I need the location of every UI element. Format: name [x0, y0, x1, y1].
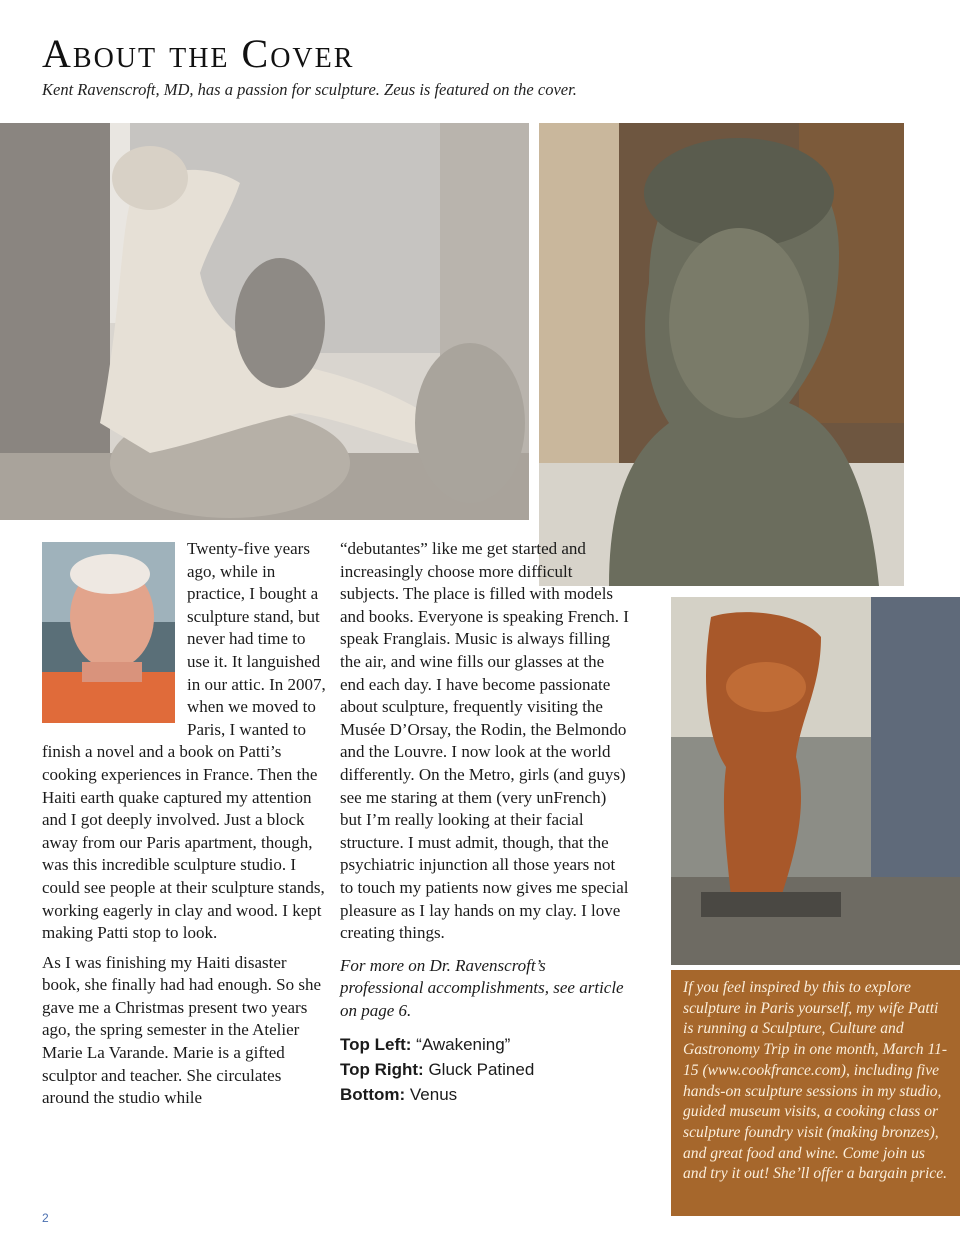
page-number: 2	[42, 1211, 49, 1225]
article-column-1	[42, 538, 327, 1117]
credit-top-right: Top Right: Gluck Patined	[340, 1060, 535, 1080]
article-paragraph: As I was finishing my Haiti disaster book, she finally had had enough. So she gave me a Christmas present two years ago, the spring semester in the Atelier Marie La Varande. Marie is a gifted sculptor and teacher. She circulates around the studio while	[42, 952, 322, 1108]
author-portrait-photo	[42, 542, 175, 723]
article-paragraph: “debutantes” like me get started and increasingly choose more difficult subjects. The place is filled with models and books. Everyone is speaking French. I speak Franglais. Music is always filling the air, and wine fills our glasses at the end each day. I have become passionate about sculpture, frequently visiting the Musée D’Orsay, the Rodin, the Belmondo and the Louvre. I now look at the world differently. On the Metro, girls (and guys) see me staring at them (very unFrench) but I’m really looking at their facial structure. I must admit, though, that the psychiatric injunction all those years not to touch my patients now gives me special pleasure as I lay hands on my clay. I love creating things.	[340, 539, 629, 943]
page-title: About the Cover	[42, 31, 355, 76]
gluck-bust-photo	[539, 123, 904, 586]
credit-top-left: Top Left: “Awakening”	[340, 1035, 511, 1055]
page-subtitle: Kent Ravenscroft, MD, has a passion for sculpture. Zeus is featured on the cover.	[42, 80, 577, 99]
photo-credits	[340, 1032, 632, 1107]
awakening-sculpture-photo	[0, 123, 529, 520]
sidebar-text: If you feel inspired by this to explore sculpture in Paris yourself, my wife Patti is running a Sculpture, Culture and Gastronomy Trip in one month, March 11-15 (www.cookfrance.com), including five hands-on sculpture sessions in my studio, guided museum visits, a cooking class or sculpture foundry visit (making bronzes), and great food and wine. Come join us and try it out! She’ll offer a bargain price.	[683, 979, 948, 1183]
venus-torso-photo	[671, 597, 960, 965]
article-paragraph: Twenty-five years ago, while in practice, I bought a sculpture stand, but never had time to use it. It languished in our attic. In 2007, when we moved to Paris, I wanted to finish a novel and a book on Patti’s cooking experiences in France. Then the Haiti earth quake captured my attention and I got deeply involved. Just a block away from our Paris apartment, though, was this incredible sculpture studio. I could see people at their sculpture stands, working eagerly in clay and wood. I kept making Patti stop to look.	[42, 539, 326, 943]
sidebar-callout	[671, 970, 960, 1216]
credit-bottom: Bottom: Venus	[340, 1085, 458, 1105]
related-article-note: For more on Dr. Ravenscroft’s professional accomplishments, see article on page 6.	[340, 955, 624, 1020]
article-column-2	[340, 538, 632, 1107]
